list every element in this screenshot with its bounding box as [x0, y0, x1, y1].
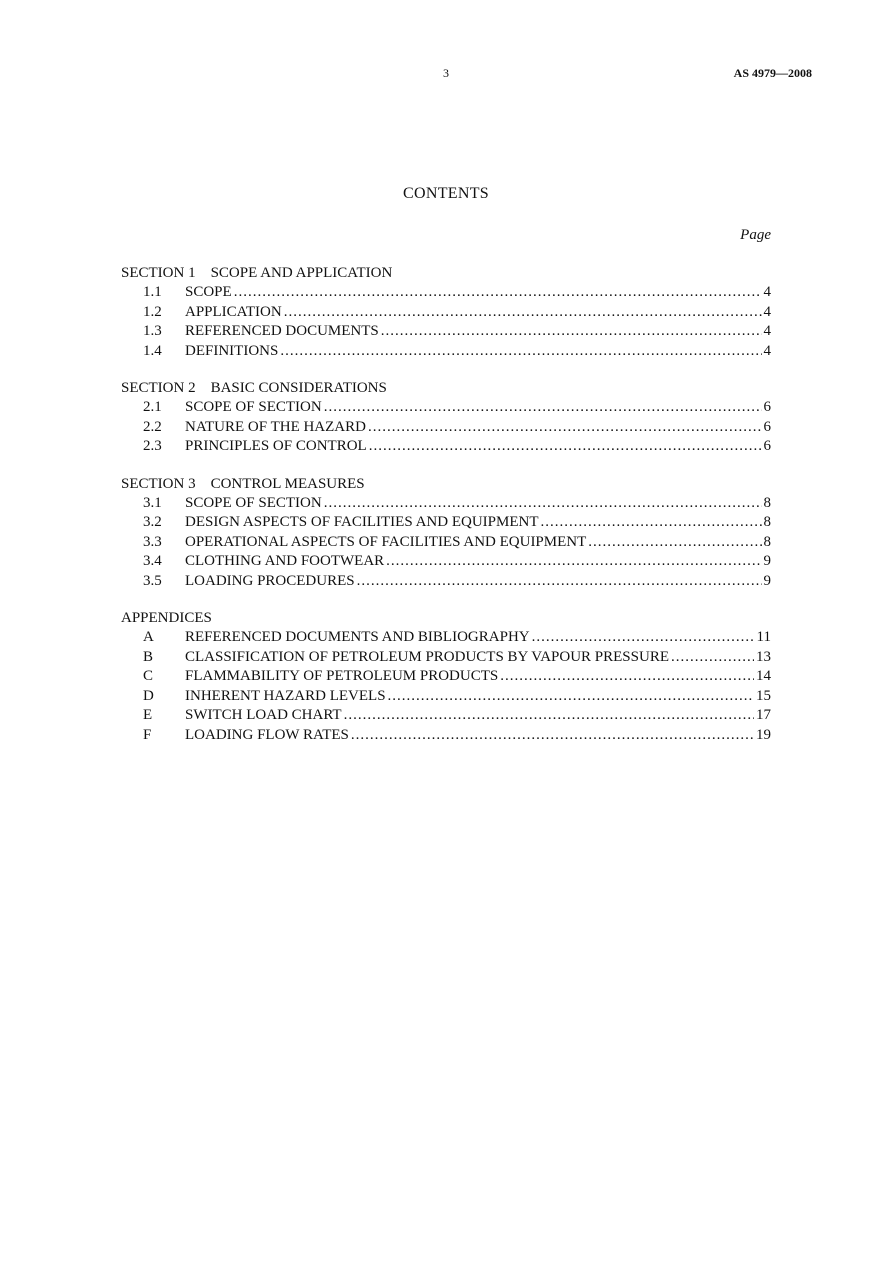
page-number: 3 — [443, 66, 449, 80]
entry-page-number: 15 — [756, 687, 771, 704]
entry-title: APPLICATION — [185, 303, 282, 320]
entry-number: 3.3 — [143, 533, 162, 550]
entry-number: B — [143, 648, 154, 665]
entry-title: SWITCH LOAD CHART — [185, 707, 342, 723]
toc-entry[interactable] — [121, 706, 771, 726]
dot-leader — [381, 322, 762, 342]
section-heading[interactable]: SECTION 2 BASIC CONSIDERATIONS — [121, 380, 387, 396]
entry-page-number: 6 — [763, 438, 771, 454]
entry-page-number: 14 — [756, 668, 771, 684]
entry-page-number: 6 — [763, 399, 771, 415]
entry-title: NATURE OF THE HAZARD — [185, 418, 366, 435]
section-heading[interactable]: SECTION 3 CONTROL MEASURES — [121, 475, 365, 492]
toc-entry[interactable] — [121, 437, 771, 457]
dot-leader — [386, 552, 761, 572]
entry-number: C — [143, 668, 154, 684]
entry-number: 2.1 — [143, 399, 162, 415]
toc-entry[interactable] — [121, 418, 771, 438]
entry-title: CLASSIFICATION OF PETROLEUM PRODUCTS BY VAPOUR PRESSURE — [185, 648, 669, 665]
toc-entry[interactable] — [121, 533, 771, 553]
toc-entry[interactable] — [121, 648, 771, 668]
dot-leader — [388, 687, 754, 707]
entry-title: LOADING PROCEDURES — [185, 572, 355, 589]
entry-number: 1.4 — [143, 342, 162, 359]
entry-number: 3.2 — [143, 514, 162, 530]
entry-page-number: 4 — [763, 323, 771, 339]
dot-leader — [324, 398, 762, 418]
entry-page-number: 6 — [763, 418, 771, 435]
entry-page-number: 8 — [763, 494, 771, 511]
dot-leader — [284, 303, 762, 323]
dot-leader — [234, 283, 762, 303]
entry-title: CLOTHING AND FOOTWEAR — [185, 553, 385, 569]
toc-section — [121, 474, 771, 592]
section-heading[interactable]: SECTION 1 SCOPE AND APPLICATION — [121, 265, 393, 281]
dot-leader — [351, 726, 754, 746]
entry-title: SCOPE OF SECTION — [185, 399, 322, 415]
toc-entry[interactable] — [121, 494, 771, 514]
entry-number: D — [143, 687, 154, 704]
dot-leader — [588, 533, 761, 553]
entry-page-number: 13 — [756, 648, 771, 665]
table-of-contents — [121, 263, 771, 762]
entry-number: E — [143, 707, 153, 723]
entry-page-number: 8 — [763, 533, 771, 550]
entry-page-number: 19 — [756, 726, 771, 743]
toc-entry[interactable] — [121, 322, 771, 342]
entry-title: DESIGN ASPECTS OF FACILITIES AND EQUIPMENT — [185, 514, 539, 530]
entry-title: DEFINITIONS — [185, 342, 279, 359]
dot-leader — [369, 437, 762, 457]
entry-page-number: 4 — [763, 284, 771, 300]
entry-page-number: 17 — [756, 707, 771, 723]
dot-leader — [532, 628, 755, 648]
toc-entry[interactable] — [121, 283, 771, 303]
entry-number: F — [143, 726, 152, 743]
entry-title: LOADING FLOW RATES — [185, 726, 349, 743]
entry-title: OPERATIONAL ASPECTS OF FACILITIES AND EQUIPMENT — [185, 533, 587, 550]
entry-number: 1.3 — [143, 323, 162, 339]
page-column-heading: Page — [740, 227, 771, 243]
dot-leader — [324, 494, 762, 514]
entry-title: SCOPE — [185, 284, 232, 300]
toc-section — [121, 608, 771, 745]
entry-number: 1.1 — [143, 284, 162, 300]
dot-leader — [541, 513, 762, 533]
section-heading[interactable]: APPENDICES — [121, 610, 212, 626]
toc-section — [121, 263, 771, 361]
toc-entry[interactable] — [121, 552, 771, 572]
toc-entry[interactable] — [121, 303, 771, 323]
dot-leader — [344, 706, 754, 726]
entry-title: FLAMMABILITY OF PETROLEUM PRODUCTS — [185, 668, 499, 684]
toc-entry[interactable] — [121, 667, 771, 687]
entry-title: REFERENCED DOCUMENTS AND BIBLIOGRAPHY — [185, 629, 530, 645]
toc-entry[interactable] — [121, 726, 771, 746]
document-id: AS 4979—2008 — [733, 66, 812, 80]
toc-section — [121, 378, 771, 457]
toc-entry[interactable] — [121, 342, 771, 362]
entry-title: PRINCIPLES OF CONTROL — [185, 438, 367, 454]
dot-leader — [500, 667, 754, 687]
entry-number: 2.2 — [143, 418, 162, 435]
entry-page-number: 4 — [763, 342, 771, 359]
toc-entry[interactable] — [121, 687, 771, 707]
toc-entry[interactable] — [121, 513, 771, 533]
dot-leader — [357, 572, 762, 592]
entry-page-number: 11 — [756, 629, 771, 645]
entry-number: A — [143, 629, 154, 645]
toc-entry[interactable] — [121, 398, 771, 418]
toc-entry[interactable] — [121, 628, 771, 648]
entry-number: 3.4 — [143, 553, 162, 569]
entry-title: REFERENCED DOCUMENTS — [185, 323, 379, 339]
entry-number: 2.3 — [143, 438, 162, 454]
entry-page-number: 9 — [763, 572, 771, 589]
entry-title: SCOPE OF SECTION — [185, 494, 322, 511]
entry-title: INHERENT HAZARD LEVELS — [185, 687, 386, 704]
entry-page-number: 4 — [763, 303, 771, 320]
entry-page-number: 8 — [763, 514, 771, 530]
entry-page-number: 9 — [763, 553, 771, 569]
dot-leader — [280, 342, 761, 362]
toc-entry[interactable] — [121, 572, 771, 592]
contents-title: CONTENTS — [403, 185, 489, 202]
entry-number: 3.1 — [143, 494, 162, 511]
entry-number: 1.2 — [143, 303, 162, 320]
dot-leader — [671, 648, 754, 668]
dot-leader — [368, 418, 762, 438]
entry-number: 3.5 — [143, 572, 162, 589]
